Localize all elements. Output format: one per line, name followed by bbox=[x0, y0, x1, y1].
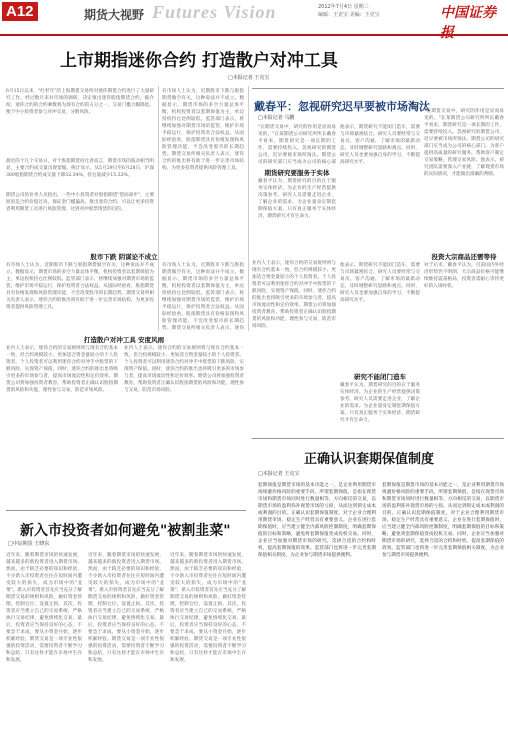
newspaper-masthead: 中国证券报 bbox=[440, 5, 496, 41]
lead-paragraph-3: 期货公司的业务人员指出，一些中小投资者对股指期货"望而却步"，主要原因是合约价值过高，保证金门槛偏高。推出迷你合约，可以让更多投资者利用期货工具进行风险管理，达到对冲股票现货的目的。 bbox=[6, 193, 154, 212]
bottom-right-body-2: 套期保值是期货市场的基本功能之一，是企业利用期货市场规避价格风险的重要手段。所谓套期保值，是指在现货市场和期货市场同时进行数量相等、方向相反的交易，以期货市场的盈利弥补现货市场的亏损，从而达到锁定成本或利润的目的。正确认识套期保值制度，对于企业合理利用期货市场、稳定生产经营具有重要意义。企业在进行套期保值时，应当建立健全内部风险控制制度，明确套期保值的目标和策略，避免将套期保值变成投机交易。同时，企业应当加强对期货市场的研究，选择合适的合约和时机，提高套期保值的效果。监管部门也将进一步完善套期保值相关制度，为企业参与期货市场提供便利。 bbox=[382, 483, 504, 558]
lead-body-1c: 有市场人士认为，近期股市下跌与股指期货做空有关，这种说法并不成立。数据显示，期货市场的多空力量总体平衡，机构投资者以套期保值为主，单边投机持仓比例较低。监管部门表示，将继续加强对期货市场的监管，维护市场平稳运行，保护投资者合法权益。从国际经验看，股指期货具有价格发现和风险管理功能，不会改变股市的长期趋势。期货交易所相关负责人表示，迷你 bbox=[162, 263, 244, 331]
section-title: 期货大视野 bbox=[84, 8, 145, 22]
bottom-right-headline: 正确认识套期保值制度 bbox=[304, 452, 435, 467]
right-body-7: 戴春平认为，期货研究的目的在于服务实体经济，为企业的生产经营提供决策参考。研究人员需要走进企业，了解企业的需求，为企业量身定制套期保值方案。只有真正服务于实体经济，期货研究才有生命力。 bbox=[340, 383, 420, 422]
lead-body-2a: 业内人士表示，迷你合约的交易规则将与现有合约基本一致，但合约规模较小，更加适合资金量较小的个人投资者。个人投资者可以利用迷你合约对冲手中股票的下跌风险，实现资产保值。同时，迷你合约的推出也将吸引更多的市场参与者，提高市场流动性和定价效率。期货公司将加强投资者教育，帮助投资者正确认识股指期货的风险和功能，理性参与交易，防范市场风险。 bbox=[6, 346, 118, 393]
section-title-en: Futures Vision bbox=[152, 2, 277, 22]
divider bbox=[252, 438, 504, 439]
right-body-2: 戴春平认为，期货研究的目的在于服务实体经济，为企业的生产经营提供决策参考。研究人员需要走进企业，了解企业的需求，为企业量身定制套期保值方案。只有真正服务于实体经济，期货研究才有生命力。 bbox=[258, 179, 336, 219]
lead-body-1a: 有市场人士认为，近期股市下跌与股指期货做空有关，这种说法并不成立。数据显示，期货市场的多空力量总体平衡，机构投资者以套期保值为主，单边投机持仓比例较低。监管部门表示，将继续加强对期货市场的监管，维护市场平稳运行，保护投资者合法权益。从国际经验看，股指期货具有价格发现和风险管理功能，不会改变股市的长期趋势。期货交易所相关负责人表示，迷你合约的推出将有助于进一步完善市场结构，为更多投资者提供风险管理工具。 bbox=[6, 263, 154, 310]
right-body-5: 对于后市，戴春平认为，目前国内外经济形势仍不明朗，大宗商品价格可能继续维持震荡格局，投资者需耐心等待更好的入场时机。 bbox=[424, 263, 504, 289]
bottom-left-headline: 新入市投资者如何避免"被割韭菜" bbox=[20, 523, 231, 539]
divider bbox=[252, 88, 504, 89]
bottom-right-body-1: 套期保值是期货市场的基本功能之一，是企业利用期货市场规避价格风险的重要手段。所谓套期保值，是指在现货市场和期货市场同时进行数量相等、方向相反的交易，以期货市场的盈利弥补现货市场的亏损，从而达到锁定成本或利润的目的。正确认识套期保值制度，对于企业合理利用期货市场、稳定生产经营具有重要意义。企业在进行套期保值时，应当建立健全内部风险控制制度，明确套期保值的目标和策略，避免将套期保值变成投机交易。同时，企业应当加强对期货市场的研究，选择合适的合约和时机，提高套期保值的效果。监管部门也将进一步完善套期保值相关制度，为企业参与期货市场提供便利。 bbox=[258, 483, 376, 558]
right-byline: □本报记者 马鹏 bbox=[258, 115, 295, 121]
lead-body-2c: 业内人士表示，迷你合约的交易规则将与现有合约基本一致，但合约规模较小，更加适合资金量较小的个人投资者。个人投资者可以利用迷你合约对冲手中股票的下跌风险，实现资产保值。同时，迷你合约的推出也将吸引更多的市场参与者，提高市场流动性和定价效率。期货公司将加强投资者教育，帮助投资者正确认识股指期货的风险和功能，理性参与交易，防范市场风险。 bbox=[252, 261, 336, 329]
right-subheading-3: 投资大宗商品还需等待 bbox=[431, 253, 497, 261]
bottom-left-body-1: 近年来，随着期货市场的快速发展，越来越多的新投资者进入期货市场。然而，由于缺乏必要的知识和经验，不少新入市投资者往往在短时间内遭受较大的损失，成为市场中的"韭菜"。新入市投资者首先应当充分了解期货交易的规则和风险，做好资金管理，控制仓位，设置止损。其次，投资者应当建立自己的交易系统，严格执行交易纪律，避免情绪化交易。最后，投资者应当保持良好的心态，不要急于求成，要从小资金开始，逐步积累经验。期货交易是一项专业性很强的投资活动，需要投资者不断学习和总结，只有这样才能在市场中生存和发展。 bbox=[6, 553, 82, 663]
column-divider bbox=[158, 86, 159, 331]
lead-headline: 上市期指迷你合约 打造散户对冲工具 bbox=[60, 51, 338, 71]
bottom-right-byline: □本报记者 王克宝 bbox=[258, 471, 300, 477]
lead-byline: □本报记者 王克宝 bbox=[228, 75, 270, 81]
bottom-left-byline: □中证期货 王晓东 bbox=[8, 541, 50, 547]
divider bbox=[6, 510, 246, 511]
bottom-left-body-2: 近年来，随着期货市场的快速发展，越来越多的新投资者进入期货市场。然而，由于缺乏必要的知识和经验，不少新入市投资者往往在短时间内遭受较大的损失，成为市场中的"韭菜"。新入市投资者首先应当充分了解期货交易的规则和风险，做好资金管理，控制仓位，设置止损。其次，投资者应当建立自己的交易系统，严格执行交易纪律，避免情绪化交易。最后，投资者应当保持良好的心态，不要急于求成，要从小资金开始，逐步积累经验。期货交易是一项专业性很强的投资活动，需要投资者不断学习和总结，只有这样才能在市场中生存和发展。 bbox=[88, 553, 164, 663]
column-divider bbox=[248, 86, 249, 331]
bottom-left-body-3: 近年来，随着期货市场的快速发展，越来越多的新投资者进入期货市场。然而，由于缺乏必要的知识和经验，不少新入市投资者往往在短时间内遭受较大的损失，成为市场中的"韭菜"。新入市投资者首先应当充分了解期货交易的规则和风险，做好资金管理，控制仓位，设置止损。其次，投资者应当建立自己的交易系统，严格执行交易纪律，避免情绪化交易。最后，投资者应当保持良好的心态，不要急于求成，要从小资金开始，逐步积累经验。期货交易是一项专业性很强的投资活动，需要投资者不断学习和总结，只有这样才能在市场中生存和发展。 bbox=[170, 553, 246, 663]
right-headline: 戴春平：忽视研究迟早要被市场淘汰 bbox=[254, 100, 430, 113]
right-body-3: 他表示，期货研究不能闭门造车，需要与市场紧密结合。研究人员要经常与交易员、客户沟通，了解市场的最新动态，及时调整研究思路和观点。同时，研究人员也要加强自身的学习，不断提高研究水平。 bbox=[340, 125, 420, 165]
subheading-2: 打造散户对冲工具 安度风雨 bbox=[83, 336, 165, 344]
page-number: A12 bbox=[2, 2, 38, 21]
subheading-1: 股市下跌 阴谋论不成立 bbox=[90, 253, 158, 261]
right-subheading-2: 研究不能闭门造车 bbox=[354, 373, 406, 381]
right-body-1: "在期货交易中，研究的作用是显而易见的。"在某期货公司研究所所长戴春平看来，期货研究是一项长期的工作，需要持续投入。忽视研究的期货公司，迟早要被市场所淘汰。期货公司的研究部门应当成为公司的核心部 bbox=[258, 125, 336, 164]
right-body-6: 他表示，期货研究不能闭门造车，需要与市场紧密结合。研究人员要经常与交易员、客户沟通，了解市场的最新动态，及时调整研究思路和观点。同时，研究人员也要加强自身的学习，不断提高研究水平。 bbox=[340, 263, 420, 303]
right-subheading-1: 期货研究要服务于实体 bbox=[264, 169, 330, 177]
lead-paragraph-2: 最近的十几个交易日，对于股指期货持仓者而言，期货市场的波动相当明显，主要合约成交量出现萎缩。统计显示，从5月29日至6月28日，沪深300股指期货合约成交量下降32.34%，持仓量减少15.32%。 bbox=[6, 159, 154, 178]
edit-line: 编辑：王克宝 美编：王克宝 bbox=[318, 12, 380, 18]
lead-body-1b: 有市场人士认为，近期股市下跌与股指期货做空有关，这种说法并不成立。数据显示，期货市场的多空力量总体平衡，机构投资者以套期保值为主，单边投机持仓比例较低。监管部门表示，将继续加强对期货市场的监管，维护市场平稳运行，保护投资者合法权益。从国际经验看，股指期货具有价格发现和风险管理功能，不会改变股市的长期趋势。期货交易所相关负责人表示，迷你合约的推出将有助于进一步完善市场结构，为更多投资者提供风险管理工具。 bbox=[162, 89, 244, 171]
date-line: 2012年7月4日 星期三 bbox=[318, 4, 369, 10]
right-body-4: "在期货交易中，研究的作用是显而易见的。"在某期货公司研究所所长戴春平看来，期货研究是一项长期的工作，需要持续投入。忽视研究的期货公司，迟早要被市场所淘汰。期货公司的研究部门应当成为公司的核心部门，为客户提供高质量的研究服务，帮助客户制定交易策略，管理交易风险。他表示，研究团队需要深入产业链，了解现货市场的实际情况，才能做出准确的判断。 bbox=[424, 109, 504, 177]
lead-body-2b: 业内人士表示，迷你合约的交易规则将与现有合约基本一致，但合约规模较小，更加适合资金量较小的个人投资者。个人投资者可以利用迷你合约对冲手中股票的下跌风险，实现资产保值。同时，迷你合约的推出也将吸引更多的市场参与者，提高市场流动性和定价效率。期货公司将加强投资者教育，帮助投资者正确认识股指期货的风险和功能，理性参与交易，防范市场风险。 bbox=[124, 346, 244, 393]
lead-paragraph-1: 6月15日以来，"红杉年"的上海期货交易所对迷你期货合约进行了大量研究工作，经过数月来对市场的调研，决定推出迷你股指期货合约。据介绍，迷你合约的合约乘数将为现有合约的五分之一，交易门槛大幅降低，便于中小投资者参与对冲交易，分散风险。 bbox=[6, 89, 154, 115]
